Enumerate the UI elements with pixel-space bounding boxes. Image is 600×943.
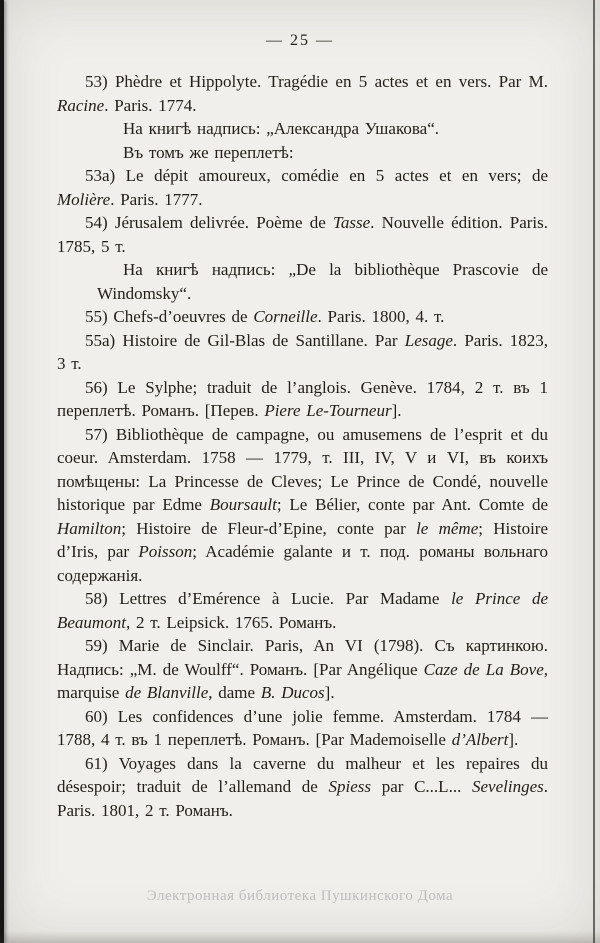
text-run: ].: [391, 401, 402, 420]
italic-text-run: Poisson: [138, 542, 193, 561]
entry-paragraph: [57, 423, 548, 588]
text-run: ; Histoire d’Iris, par: [57, 518, 548, 561]
italic-text-run: Tasse: [332, 213, 371, 232]
italic-text-run: d’Albert: [451, 730, 509, 749]
entry-paragraph: [57, 305, 548, 329]
entry-paragraph: [57, 634, 548, 705]
italic-text-run: le Prince de Beaumont: [57, 589, 548, 632]
italic-text-run: Spiess: [328, 777, 372, 796]
text-run: 56) Le Sylphe; traduit de l’anglois. Genève. 1784, 2 т. въ 1 переплетѣ. Романъ. [Перев.: [57, 377, 548, 420]
entry-paragraph: [57, 164, 548, 211]
text-run: ; Académie galante и т. под. романы вольнаго содержанія.: [57, 542, 548, 585]
entry-paragraph: [57, 70, 548, 117]
text-run: par C...L...: [371, 777, 472, 796]
entry-paragraph: [97, 258, 548, 305]
text-run: , 2 т. Leipsick. 1765. Романъ.: [125, 612, 337, 632]
text-run: . Paris. 1823, 3 т.: [57, 330, 549, 373]
entry-paragraph: [57, 329, 548, 376]
italic-text-run: Piere Le-Tourneur: [264, 401, 392, 420]
italic-text-run: Hamilton: [57, 518, 122, 538]
entry-paragraph: [57, 752, 548, 823]
text-run: 55a) Histoire de Gil-Blas de Santillane. Par: [85, 330, 405, 350]
text-run: 58) Lettres d’Emérence à Lucie. Par Madame: [85, 589, 452, 608]
text-run: На книгѣ надпись: „Александра Ушакова“.: [123, 119, 439, 138]
italic-text-run: Caze de La Bove,: [423, 659, 548, 679]
text-run: Въ томъ же переплетѣ:: [123, 142, 294, 162]
text-run: . Paris. 1774.: [104, 95, 197, 115]
entry-paragraph: [57, 705, 548, 752]
entry-paragraph: [57, 211, 548, 258]
scan-edge-left: [0, 0, 4, 943]
italic-text-run: Lesage: [404, 330, 453, 350]
italic-text-run: de Blanville: [125, 683, 209, 702]
italic-text-run: Molière: [57, 189, 111, 209]
text-run: ].: [324, 683, 335, 702]
entry-paragraph: [57, 376, 548, 423]
italic-text-run: le même: [416, 518, 479, 538]
entry-paragraph: [97, 117, 548, 141]
watermark: Электронная библиотека Пушкинского Дома: [146, 888, 454, 904]
text-run: . Paris. 1777.: [110, 189, 203, 209]
page-number: — 25 —: [266, 32, 334, 49]
text-run: ; Le Bélier, conte par Ant. Comte de: [276, 495, 549, 514]
text-run: 59) Marie de Sinclair. Paris, An VI (1798). Съ картинкою. Надпись: „M. de Woulff“. Романъ. [Par Angélique: [57, 636, 548, 679]
italic-text-run: B. Ducos: [260, 683, 325, 702]
text-run: . Paris. 1800, 4. т.: [317, 307, 445, 326]
entry-paragraph: [57, 587, 548, 634]
text-run: 53) Phèdre et Hippolyte. Tragédie en 5 actes et en vers. Par M.: [85, 72, 548, 91]
text-run: 55) Chefs-d’oeuvres de: [85, 307, 254, 326]
text-run: 60) Les confidences d’une jolie femme. Amsterdam. 1784 — 1788, 4 т. въ 1 переплетѣ. Романъ. [Par Mademoiselle: [57, 706, 548, 749]
text-run: 57) Bibliothèque de campagne, ou amusemens de l’esprit et du coeur. Amsterdam. 1758 — 1779, т. III, IV, V и VI, въ коихъ помѣщены: La Princesse de Cleves; Le Prince de Condé, nouvelle historique par Edme: [57, 424, 548, 514]
scan-edge-bottom: [0, 931, 600, 943]
text-run: , dame: [208, 683, 261, 702]
text-run: marquise: [57, 683, 126, 702]
text-run: На книгѣ надпись: „De la bibliothèque Prascovie de Windomsky“.: [97, 260, 548, 303]
text-run: . Nouvelle édition. Paris. 1785, 5 т.: [57, 213, 549, 256]
text-run: ].: [508, 730, 519, 749]
text-run: 53a) Le dépit amoureux, comédie en 5 actes et en vers; de: [85, 166, 548, 185]
text-run: 54) Jérusalem delivrée. Poème de: [85, 213, 333, 232]
entry-paragraph: [97, 141, 548, 165]
italic-text-run: Racine: [57, 95, 105, 115]
text-run: 61) Voyages dans la caverne du malheur et les repaires du désespoir; traduit de l’allemand de: [57, 753, 548, 796]
text-run: . Paris. 1801, 2 т. Романъ.: [57, 777, 548, 820]
italic-text-run: Corneille: [253, 307, 318, 326]
scan-edge-right: [593, 0, 595, 943]
italic-text-run: Sevelinges: [472, 777, 544, 796]
entries: [57, 70, 548, 822]
italic-text-run: Boursault: [209, 495, 277, 514]
text-run: ; Histoire de Fleur-d’Epine, conte par: [121, 518, 417, 538]
